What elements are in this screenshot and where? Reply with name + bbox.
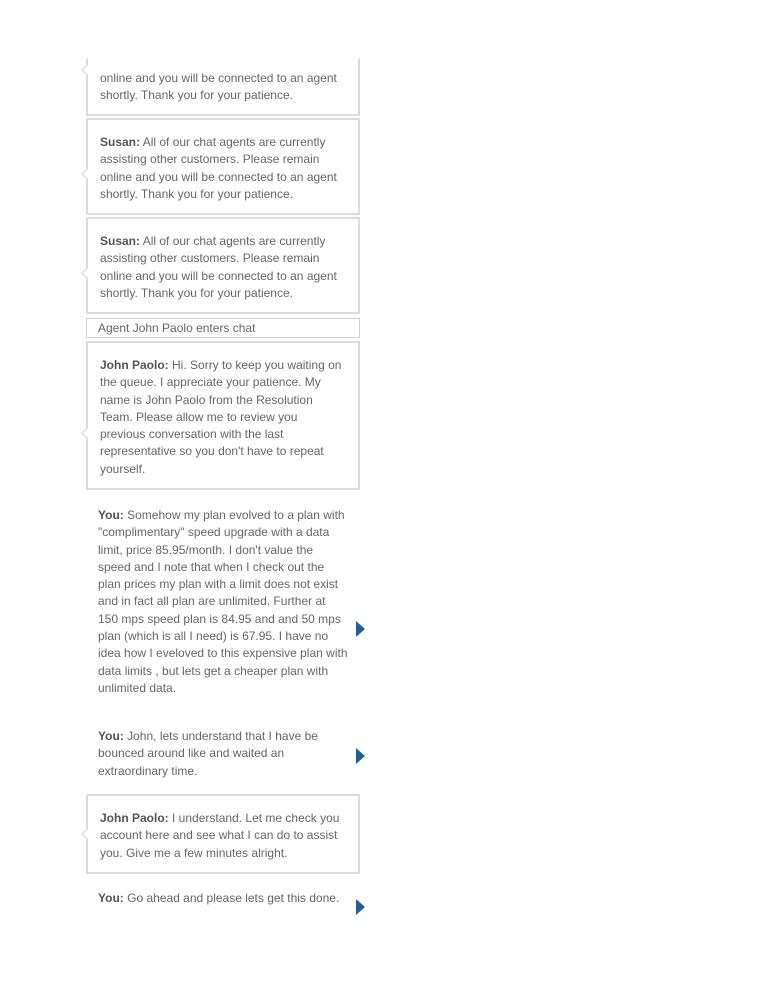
message-text: Hi. Sorry to keep you waiting on the queue. I appreciate your patience. My name is John Paolo from the Resolution Team. Please allow me to review you previous conversation with the last representative so you don't have to repeat yourself.: [100, 358, 342, 476]
bubble-tail: [81, 828, 87, 840]
message-text: I understand. Let me check you account here and see what I can do to assist you. Give me a few minutes alright.: [100, 811, 340, 860]
message-text: All of our chat agents are currently assisting other customers. Please remain online and you will be connected to an agent shortly. Thank you for your patience.: [100, 135, 337, 201]
sender-name: John Paolo:: [100, 358, 169, 372]
agent-message: [86, 794, 360, 874]
bubble-arrow: [356, 899, 365, 915]
user-message: [86, 725, 360, 785]
agent-message: [86, 118, 360, 215]
bubble-arrow: [356, 748, 365, 764]
bubble-tail: [81, 267, 87, 279]
sender-name: You:: [98, 729, 124, 743]
agent-message: [86, 217, 360, 314]
message-text: All of our chat agents are currently assisting other customers. Please remain online and you will be connected to an agent shortly. Thank you for your patience.: [100, 234, 337, 300]
bubble-tail: [81, 64, 87, 76]
sender-name: You:: [98, 508, 124, 522]
system-notice-text: Agent John Paolo enters chat: [98, 321, 256, 335]
message-text: online and you will be connected to an agent shortly. Thank you for your patience.: [100, 71, 337, 103]
system-notice: [86, 318, 360, 338]
agent-message: [86, 58, 360, 116]
bubble-tail: [81, 168, 87, 180]
bubble-tail: [81, 427, 87, 439]
agent-message: [86, 341, 360, 490]
message-text: Go ahead and please lets get this done.: [127, 891, 340, 905]
user-message: [86, 504, 360, 704]
sender-name: Susan:: [100, 135, 141, 149]
user-message: [86, 887, 360, 932]
sender-name: John Paolo:: [100, 811, 169, 825]
bubble-arrow: [356, 621, 365, 637]
sender-name: You:: [98, 891, 124, 905]
message-text: John, lets understand that I have be bounced around like and waited an extraordinary time.: [98, 729, 318, 778]
sender-name: Susan:: [100, 234, 141, 248]
message-text: Somehow my plan evolved to a plan with "complimentary" speed upgrade with a data limit, price 85.95/month. I don't value the speed and I note that when I check out the plan prices my plan with a limit does not exist and in fact all plan are unlimited. Further at 150 mps speed plan is 84.95 and and 50 mps plan (which is all I need) is 67.95. I have no idea how I eveloved to this expensive plan with data limits , but lets get a cheaper plan with unlimited data.: [98, 508, 348, 695]
